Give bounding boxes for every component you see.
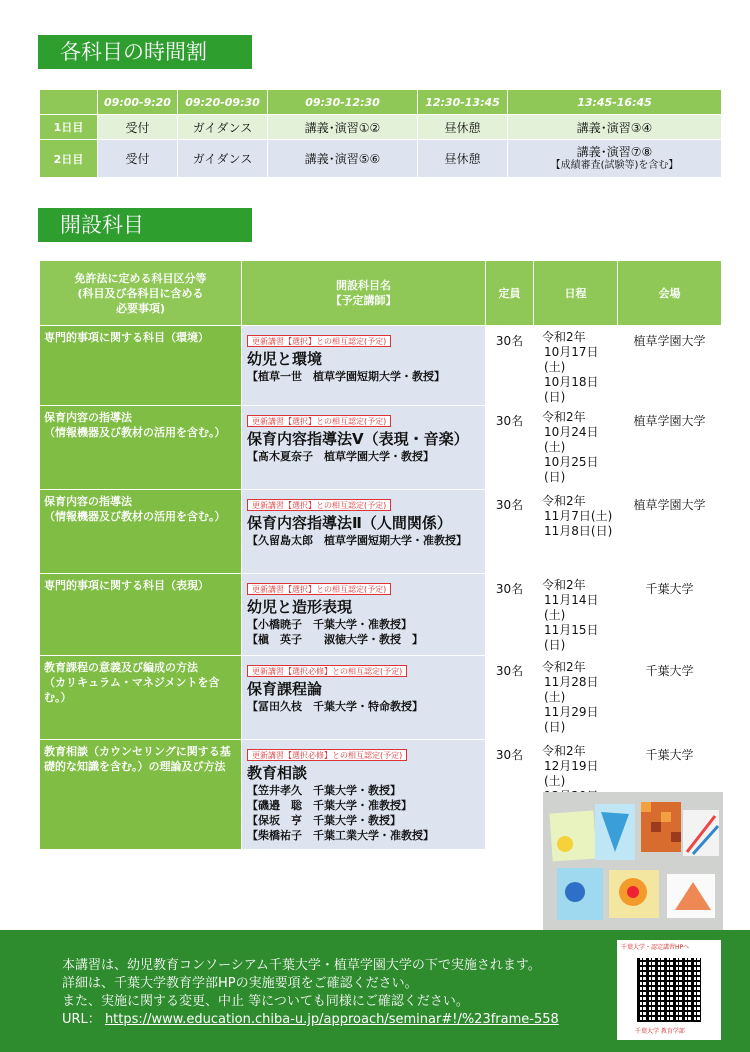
course-name: 保育内容指導法Ⅴ（表現・音楽）: [247, 430, 469, 448]
course-teacher: 【髙木夏奈子 植草学園大学・教授】: [247, 450, 434, 463]
timetable-cell: 昼休憩: [418, 140, 508, 178]
course-date: 令和2年: [542, 578, 586, 592]
qr-top-text: 千葉大学・認定講習HPへ: [621, 944, 690, 951]
footer-line: また、実施に関する変更、中止 等についても同様にご確認ください。: [62, 994, 469, 1009]
course-row: [40, 490, 722, 574]
course-date: 11月8日(日): [544, 524, 613, 538]
course-teacher: 【磯邉 聡 千葉大学・准教授】: [247, 799, 412, 812]
timetable-cell: 受付: [98, 115, 178, 140]
course-date: 11月14日(土): [544, 593, 599, 622]
header-course: 開設科目名 【予定講師】: [242, 261, 486, 326]
course-teacher: 【小橋暁子 千葉大学・准教授】: [247, 618, 412, 631]
section-title-courses: 開設科目: [38, 208, 252, 242]
course-teacher: 【保坂 亨 千葉大学・教授】: [247, 814, 401, 827]
course-date: 10月24日(土): [544, 425, 599, 454]
course-cell: [242, 490, 486, 574]
course-venue: 植草学園大学: [618, 490, 722, 574]
timetable-header-cell: 13:45-16:45: [508, 90, 722, 115]
mutual-recognition-badge: 更新講習【選択】との相互認定(予定): [247, 335, 391, 347]
course-date: 11月28日(土): [544, 675, 599, 704]
timetable-cell: 講義･演習①②: [268, 115, 418, 140]
mutual-recognition-badge: 更新講習【選択】との相互認定(予定): [247, 415, 391, 427]
course-category: 保育内容の指導法 （情報機器及び教材の活用を含む。）: [40, 406, 242, 490]
timetable-row: [40, 115, 722, 140]
section-title-timetable: 各科目の時間割: [38, 35, 252, 69]
timetable-row-label: 1日目: [40, 115, 98, 140]
course-name: 保育内容指導法Ⅱ（人間関係）: [247, 514, 452, 532]
course-date: 11月7日(土): [544, 509, 613, 523]
footer-line: 詳細は、千葉大学教育学部HPの実施要項をご確認ください。: [62, 976, 418, 991]
header-venue: 会場: [618, 261, 722, 326]
timetable-header-empty: [40, 90, 98, 115]
course-row: [40, 574, 722, 656]
course-cell: [242, 656, 486, 740]
course-date: 令和2年: [542, 660, 586, 674]
course-schedule: [534, 326, 618, 406]
course-date: 11月15日(日): [544, 623, 599, 652]
timetable-cell: ガイダンス: [178, 140, 268, 178]
course-date: 12月19日(土): [544, 759, 599, 788]
mutual-recognition-badge: 更新講習【選択必修】との相互認定(予定): [247, 665, 407, 677]
course-name: 幼児と環境: [247, 350, 323, 368]
course-date: 令和2年: [542, 494, 586, 508]
timetable-header-cell: 09:20-09:30: [178, 90, 268, 115]
course-date: 10月17日(土): [544, 345, 599, 374]
artwork-illustration: [543, 792, 723, 932]
course-category: 専門的事項に関する科目（環境）: [40, 326, 242, 406]
course-venue: 千葉大学: [618, 574, 722, 656]
course-category: 教育相談（カウンセリングに関する基礎的な知識を含む。）の理論及び方法: [40, 740, 242, 850]
course-date: 令和2年: [542, 410, 586, 424]
course-capacity: 30名: [486, 656, 534, 740]
qr-bottom-text: 千葉大学 教育学部: [635, 1028, 685, 1035]
footer: [0, 930, 750, 1052]
timetable-cell-text: 講義･演習⑦⑧: [576, 144, 653, 159]
course-schedule: [534, 574, 618, 656]
header-category: 免許法に定める科目区分等 (科目及び各科目に含める 必要事項): [40, 261, 242, 326]
footer-url-link[interactable]: https://www.education.chiba-u.jp/approach/seminar#!/%23frame-558: [104, 1012, 559, 1027]
course-capacity: 30名: [486, 326, 534, 406]
course-teacher: 【久留島太郎 植草学園短期大学・准教授】: [247, 534, 467, 547]
artwork-photo: [543, 792, 723, 932]
course-name: 教育相談: [247, 764, 308, 782]
course-table: [39, 260, 722, 850]
course-cell: [242, 740, 486, 850]
timetable-row-label: 2日目: [40, 140, 98, 178]
timetable: [39, 89, 722, 178]
course-teacher: 【植草一世 植草学園短期大学・教授】: [247, 370, 445, 383]
course-row: [40, 656, 722, 740]
course-capacity: 30名: [486, 490, 534, 574]
timetable-cell: 講義･演習③④: [508, 115, 722, 140]
footer-line: 本講習は、幼児教育コンソーシアム千葉大学・植草学園大学の下で実施されます。: [62, 958, 541, 973]
qr-code-icon: [637, 958, 701, 1022]
timetable-cell: ガイダンス: [178, 115, 268, 140]
course-teacher: 【笠井孝久 千葉大学・教授】: [247, 784, 401, 797]
course-schedule: [534, 490, 618, 574]
course-category: 教育課程の意義及び編成の方法 （カリキュラム・マネジメントを含む。）: [40, 656, 242, 740]
footer-url-label: URL：: [62, 1012, 101, 1027]
course-row: [40, 406, 722, 490]
course-cell: [242, 326, 486, 406]
mutual-recognition-badge: 更新講習【選択】との相互認定(予定): [247, 583, 391, 595]
timetable-cell: 受付: [98, 140, 178, 178]
course-cell: [242, 574, 486, 656]
timetable-header-cell: 12:30-13:45: [418, 90, 508, 115]
course-teacher: 【柴橋祐子 千葉工業大学・准教授】: [247, 829, 434, 842]
footer-url-row: [62, 1010, 559, 1030]
timetable-note: 【成績審査(試験等)を含む】: [550, 159, 679, 171]
course-teacher: 【槇 英子 淑徳大学・教授 】: [247, 633, 423, 646]
course-category: 専門的事項に関する科目（表現）: [40, 574, 242, 656]
course-name: 保育課程論: [247, 680, 323, 698]
course-row: [40, 326, 722, 406]
course-schedule: [534, 656, 618, 740]
timetable-header-row: [40, 90, 722, 115]
course-venue: 植草学園大学: [618, 326, 722, 406]
header-capacity: 定員: [486, 261, 534, 326]
course-capacity: 30名: [486, 406, 534, 490]
course-capacity: 30名: [486, 740, 534, 850]
course-date: 10月18日(日): [544, 375, 599, 404]
course-date: 令和2年: [542, 744, 586, 758]
course-date: 11月29日(日): [544, 705, 599, 734]
course-cell: [242, 406, 486, 490]
timetable-header-cell: 09:30-12:30: [268, 90, 418, 115]
course-date: 10月25日(日): [544, 455, 599, 484]
timetable-row: [40, 140, 722, 178]
header-schedule: 日程: [534, 261, 618, 326]
course-date: 令和2年: [542, 330, 586, 344]
course-category: 保育内容の指導法 （情報機器及び教材の活用を含む。）: [40, 490, 242, 574]
course-schedule: [534, 406, 618, 490]
timetable-cell-multi: [508, 140, 722, 178]
timetable-header-cell: 09:00-9:20: [98, 90, 178, 115]
course-teacher: 【冨田久枝 千葉大学・特命教授】: [247, 700, 423, 713]
mutual-recognition-badge: 更新講習【選択】との相互認定(予定): [247, 499, 391, 511]
course-venue: 千葉大学: [618, 740, 722, 850]
course-capacity: 30名: [486, 574, 534, 656]
course-name: 幼児と造形表現: [247, 598, 353, 616]
course-venue: 植草学園大学: [618, 406, 722, 490]
course-venue: 千葉大学: [618, 656, 722, 740]
course-table-header: [40, 261, 722, 326]
timetable-cell: 講義･演習⑤⑥: [268, 140, 418, 178]
mutual-recognition-badge: 更新講習【選択必修】との相互認定(予定): [247, 749, 407, 761]
qr-code-panel[interactable]: [617, 940, 721, 1040]
timetable-cell: 昼休憩: [418, 115, 508, 140]
